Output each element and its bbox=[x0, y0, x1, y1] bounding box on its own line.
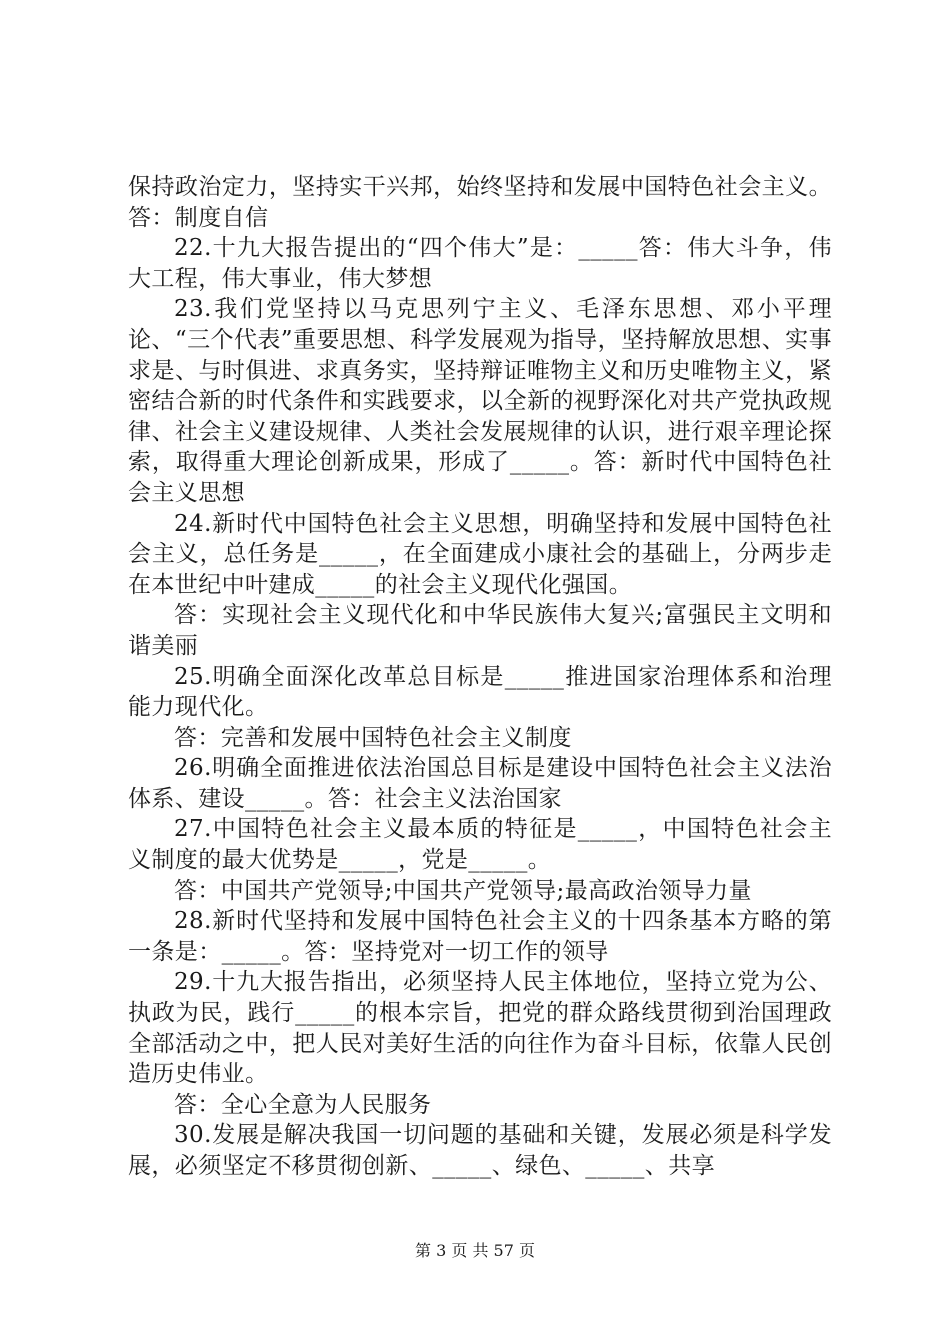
question-30: 30.发展是解决我国一切问题的基础和关键，发展必须是科学发展，必须坚定不移贯彻创新、_____、绿色、_____、共享 bbox=[128, 1122, 832, 1179]
answer-27: 答：中国共产党领导;中国共产党领导;最高政治领导力量 bbox=[174, 877, 752, 904]
question-23: 23.我们党坚持以马克思列宁主义、毛泽东思想、邓小平理论、“三个代表”重要思想、科学发展观为指导，坚持解放思想、实事求是、与时俱进、求真务实，坚持辩证唯物主义和历史唯物主义，紧密结合新的时代条件和实践要求，以全新的视野深化对共产党执政规律、社会主义建设规律、人类社会发展规律的认识，进行艰辛理论探索，取得重大理论创新成果，形成了_____。答：新时代中国特色社会主义思想 bbox=[128, 296, 832, 506]
answer-25: 答：完善和发展中国特色社会主义制度 bbox=[174, 724, 572, 751]
answer-24: 答：实现社会主义现代化和中华民族伟大复兴;富强民主文明和谐美丽 bbox=[128, 602, 832, 659]
question-22: 22.十九大报告提出的“四个伟大”是：_____答：伟大斗争，伟大工程，伟大事业，伟大梦想 bbox=[128, 235, 832, 292]
question-26: 26.明确全面推进依法治国总目标是建设中国特色社会主义法治体系、建设_____。答：社会主义法治国家 bbox=[128, 755, 832, 812]
document-body bbox=[128, 172, 832, 1182]
question-25: 25.明确全面深化改革总目标是_____推进国家治理体系和治理能力现代化。 bbox=[128, 663, 832, 721]
question-29: 29.十九大报告指出，必须坚持人民主体地位，坚持立党为公、执政为民，践行_____的根本宗旨，把党的群众路线贯彻到治国理政全部活动之中，把人民对美好生活的向往作为奋斗目标，依靠人民创造历史伟业。 bbox=[128, 969, 832, 1088]
question-28: 28.新时代坚持和发展中国特色社会主义的十四条基本方略的第一条是：_____。答：坚持党对一切工作的领导 bbox=[128, 908, 832, 965]
question-27: 27.中国特色社会主义最本质的特征是_____，中国特色社会主义制度的最大优势是_____，党是_____。 bbox=[128, 816, 832, 874]
page-number-footer: 第 3 页 共 57 页 bbox=[415, 1241, 535, 1260]
answer-29: 答：全心全意为人民服务 bbox=[174, 1091, 432, 1118]
paragraph-1: 保持政治定力，坚持实干兴邦，始终坚持和发展中国特色社会主义。答：制度自信 bbox=[128, 174, 832, 231]
question-24: 24.新时代中国特色社会主义思想，明确坚持和发展中国特色社会主义，总任务是_____，在全面建成小康社会的基础上，分两步走在本世纪中叶建成_____的社会主义现代化强国。 bbox=[128, 510, 832, 598]
